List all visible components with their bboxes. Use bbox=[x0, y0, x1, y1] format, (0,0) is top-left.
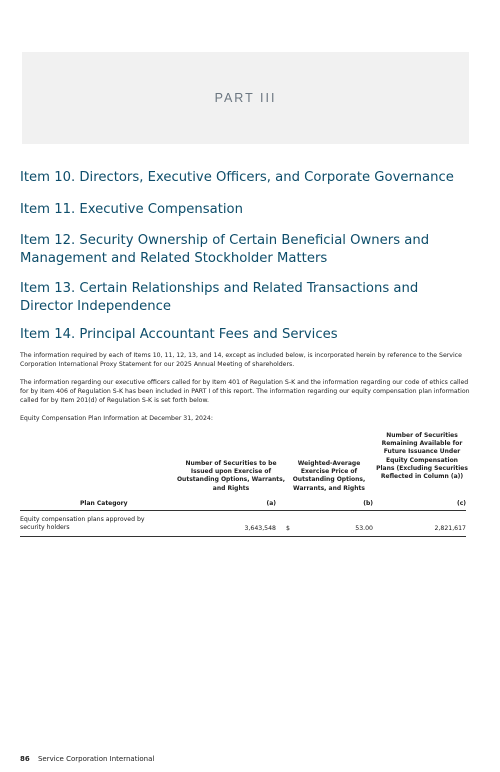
table-row bbox=[20, 516, 466, 536]
column-header-b: Weighted-Average Exercise Price of Outstanding Options, Warrants, and Rights bbox=[292, 460, 366, 492]
part-banner bbox=[22, 52, 469, 144]
column-label-a: (a) bbox=[266, 500, 276, 507]
column-label-c: (c) bbox=[456, 500, 466, 507]
page-number: 86 bbox=[20, 755, 30, 763]
footer-company: Service Corporation International bbox=[37, 755, 155, 763]
paragraph-table-caption: Equity Compensation Plan Information at December 31, 2024: bbox=[20, 415, 213, 422]
row-divider bbox=[20, 536, 466, 537]
heading-item-11: Item 11. Executive Compensation bbox=[20, 202, 243, 217]
part-title: PART III bbox=[214, 91, 277, 105]
cell-a: 3,643,548 bbox=[244, 525, 276, 532]
heading-item-12: Item 12. Security Ownership of Certain Beneficial Owners and Management and Related Stockholder Matters bbox=[20, 233, 430, 266]
column-label-b: (b) bbox=[363, 500, 373, 507]
row-label: Equity compensation plans approved by security holders bbox=[20, 516, 145, 531]
table-label-row bbox=[20, 499, 466, 510]
header-divider bbox=[20, 510, 466, 511]
heading-item-10: Item 10. Directors, Executive Officers, and Corporate Governance bbox=[20, 170, 454, 185]
column-header-c: Number of Securities Remaining Available for Future Issuance Under Equity Compensation Plans (Excluding Securities Reflected in Column (a)) bbox=[376, 432, 468, 481]
paragraph-incorporation: The information required by each of Items 10, 11, 12, 13, and 14, except as included below, is incorporated herein by reference to the Service Corporation International Proxy Statement for our 2025 Annual Meeting of shareholders. bbox=[20, 352, 462, 368]
cell-b: 53.00 bbox=[355, 525, 373, 532]
currency-symbol: $ bbox=[286, 525, 290, 532]
plan-category-label: Plan Category bbox=[80, 500, 128, 507]
cell-c: 2,821,617 bbox=[434, 525, 466, 532]
column-header-a: Number of Securities to be Issued upon Exercise of Outstanding Options, Warrants, and Rights bbox=[176, 460, 286, 492]
heading-item-13: Item 13. Certain Relationships and Related Transactions and Director Independence bbox=[20, 281, 419, 314]
heading-item-14: Item 14. Principal Accountant Fees and Services bbox=[20, 327, 338, 342]
page-footer bbox=[20, 755, 154, 763]
paragraph-exec-officers: The information regarding our executive officers called for by Item 401 of Regulation S-K and the information regarding our code of ethics called for by Item 406 of Regulation S-K has been included in PART I of this report. The information regarding our equity compensation plan information called for by Item 201(d) of Regulation S-K is set forth below. bbox=[20, 379, 470, 404]
